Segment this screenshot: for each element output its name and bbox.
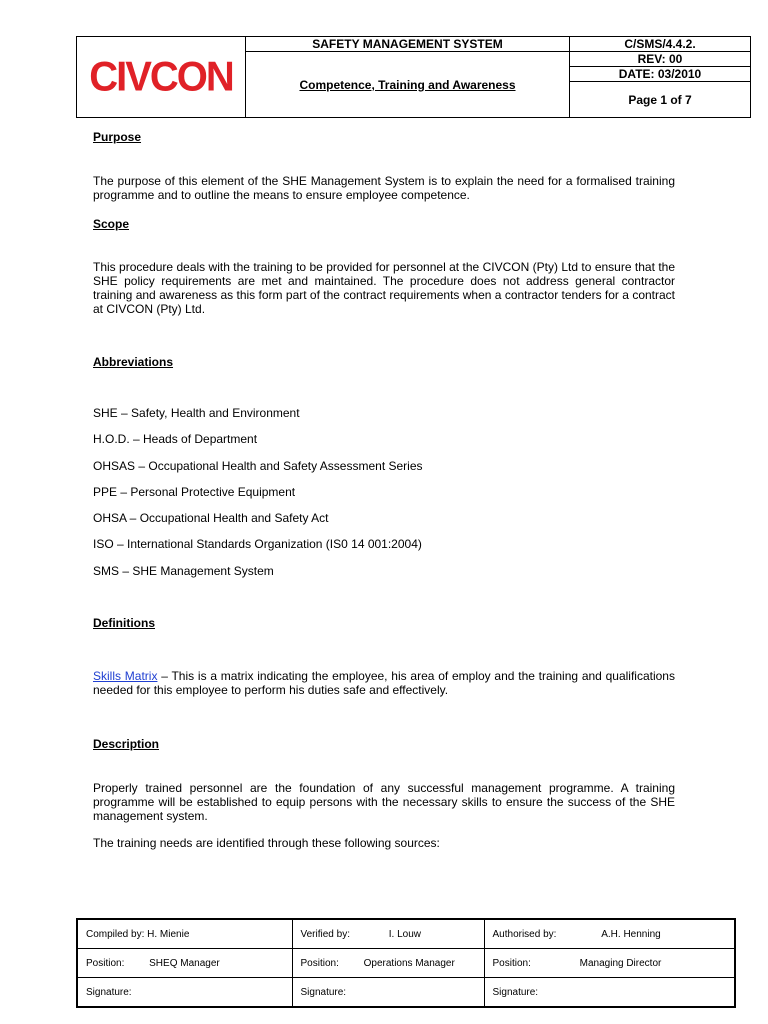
abbreviations-heading: Abbreviations bbox=[93, 355, 174, 369]
authorised-label: Authorised by: bbox=[492, 928, 557, 940]
definitions-heading: Definitions bbox=[93, 616, 155, 630]
abbreviation-item: ISO – International Standards Organization (IS0 14 001:2004) bbox=[93, 537, 422, 551]
compiled-label: Compiled by: bbox=[86, 928, 145, 940]
signature-cell-2 bbox=[292, 978, 484, 1008]
verified-value: I. Louw bbox=[388, 928, 422, 940]
position-value: Operations Manager bbox=[363, 957, 455, 969]
position-cell-1 bbox=[77, 949, 292, 978]
abbreviation-item: OHSAS – Occupational Health and Safety Assessment Series bbox=[93, 459, 423, 473]
abbreviation-item: SHE – Safety, Health and Environment bbox=[93, 406, 300, 420]
signature-label: Signature: bbox=[86, 986, 132, 998]
position-label: Position: bbox=[86, 957, 125, 969]
signature-label: Signature: bbox=[300, 986, 347, 998]
definition-body: – This is a matrix indicating the employee, his area of employ and the training and qualifications needed for this employee to perform his duties safe and effectively. bbox=[93, 669, 675, 697]
doc-date: DATE: 03/2010 bbox=[570, 67, 751, 82]
page-number: Page 1 of 7 bbox=[570, 82, 751, 118]
position-cell-3 bbox=[484, 949, 735, 978]
description-text-2: The training needs are identified through these following sources: bbox=[93, 836, 440, 850]
scope-heading: Scope bbox=[93, 217, 130, 231]
position-label: Position: bbox=[492, 957, 531, 969]
position-label: Position: bbox=[300, 957, 339, 969]
authorised-value: A.H. Henning bbox=[601, 928, 661, 940]
signature-cell-3 bbox=[484, 978, 735, 1008]
signature-label: Signature: bbox=[492, 986, 539, 998]
position-value: Managing Director bbox=[579, 957, 662, 969]
scope-text: This procedure deals with the training to be provided for personnel at the CIVCON (Pty) Ltd to ensure that the SHE policy requirements are met and maintained. The procedure does not address general contractor training and awareness as this form part of the contract requirements when a contractor tenders for a contract at CIVCON (Pty) Ltd. bbox=[93, 260, 675, 316]
verified-label: Verified by: bbox=[300, 928, 350, 940]
signature-cell-1 bbox=[77, 978, 292, 1008]
description-text-1: Properly trained personnel are the foundation of any successful management programme. A training programme will be established to equip persons with the necessary skills to ensure the success of the SHE management system. bbox=[93, 781, 675, 823]
abbreviation-item: SMS – SHE Management System bbox=[93, 564, 274, 578]
purpose-text: The purpose of this element of the SHE Management System is to explain the need for a formalised training programme and to outline the means to ensure employee competence. bbox=[93, 174, 675, 202]
civcon-logo: CIVCON bbox=[89, 53, 233, 101]
position-value: SHEQ Manager bbox=[149, 957, 220, 969]
purpose-heading: Purpose bbox=[93, 130, 142, 144]
doc-title: Competence, Training and Awareness bbox=[246, 52, 570, 118]
doc-code: C/SMS/4.4.2. bbox=[570, 37, 751, 52]
description-heading: Description bbox=[93, 737, 160, 751]
compiled-by-cell bbox=[77, 919, 292, 949]
verified-by-cell bbox=[292, 919, 484, 949]
position-cell-2 bbox=[292, 949, 484, 978]
skills-matrix-link[interactable]: Skills Matrix bbox=[93, 669, 158, 683]
abbreviation-item: OHSA – Occupational Health and Safety Act bbox=[93, 511, 329, 525]
abbreviation-item: PPE – Personal Protective Equipment bbox=[93, 485, 296, 499]
logo-cell bbox=[77, 37, 246, 118]
abbreviation-item: H.O.D. – Heads of Department bbox=[93, 432, 258, 446]
system-title: SAFETY MANAGEMENT SYSTEM bbox=[246, 37, 570, 52]
definitions-text bbox=[93, 669, 675, 697]
compiled-value: H. Mienie bbox=[147, 928, 190, 940]
document-header bbox=[76, 36, 751, 118]
authorised-by-cell bbox=[484, 919, 735, 949]
doc-rev: REV: 00 bbox=[570, 52, 751, 67]
approval-footer bbox=[76, 918, 736, 1008]
